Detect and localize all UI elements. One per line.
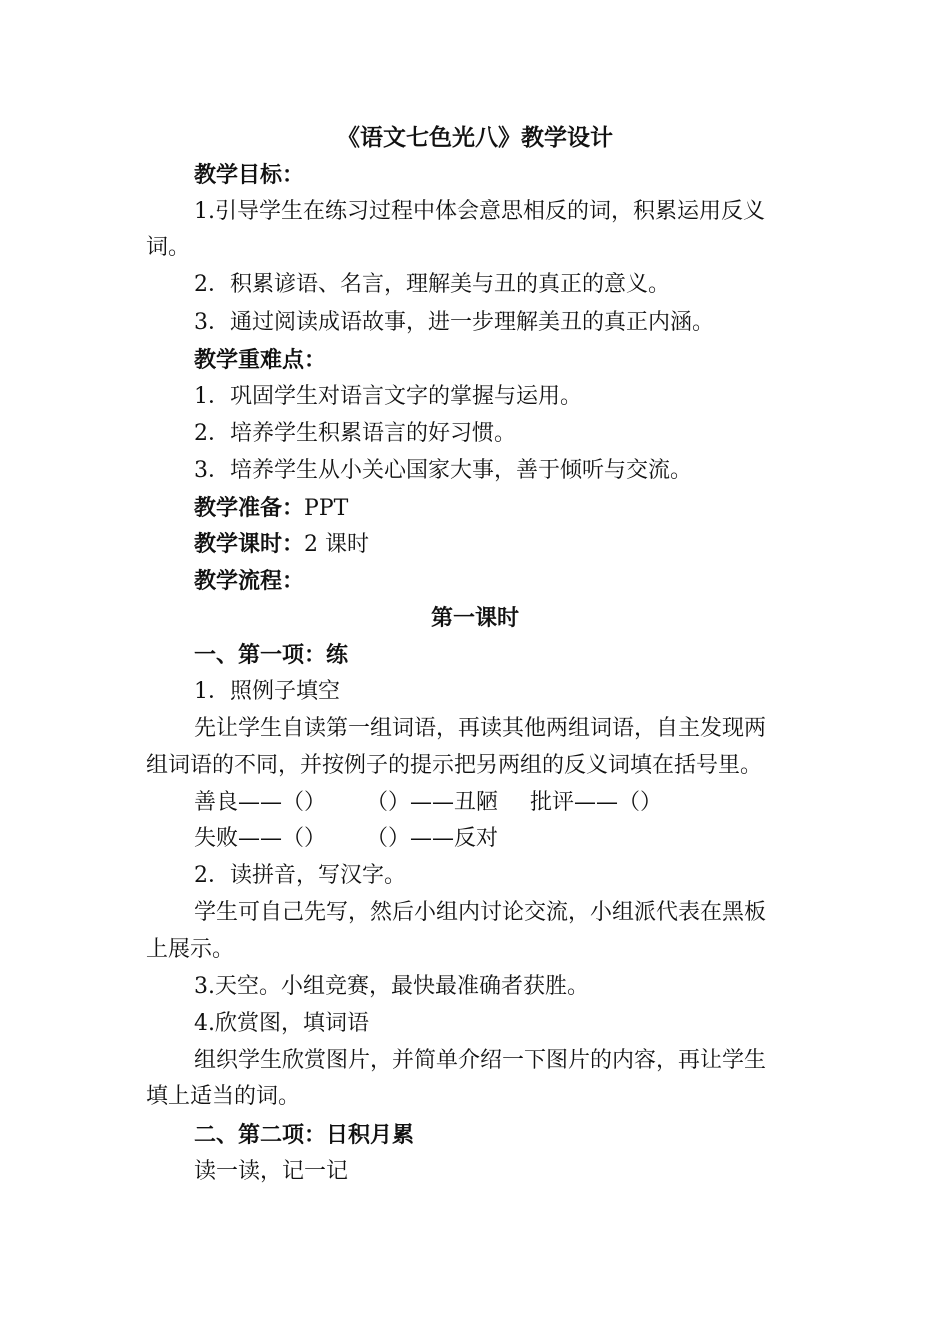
exercise-item: （）——反对 <box>366 826 499 851</box>
exercise-item: （）——丑陋 <box>366 790 499 815</box>
section-1-item-4-line-1: 组织学生欣赏图片，并简单介绍一下图片的内容，再让学生 <box>194 1048 767 1073</box>
goals-item-1-line-1: 1.引导学生在练习过程中体会意思相反的词，积累运用反义 <box>194 199 765 224</box>
section-1-item-2-line-2: 上展示。 <box>146 937 235 962</box>
exercise-row-2 <box>194 824 498 854</box>
section-1-para-line-2: 组词语的不同，并按例子的提示把另两组的反义词填在括号里。 <box>146 753 763 778</box>
keypoints-heading: 教学重难点： <box>194 347 327 373</box>
keypoints-item-2: 2．培养学生积累语言的好习惯。 <box>194 421 516 446</box>
exercise-item: 失败——（） <box>194 826 327 851</box>
goals-heading: 教学目标： <box>194 162 305 188</box>
prep-line <box>194 493 348 524</box>
section-2-line-1: 读一读，记一记 <box>194 1159 349 1184</box>
hours-line <box>194 529 369 560</box>
section-1-item-2: 2．读拼音，写汉字。 <box>194 863 406 888</box>
document-title: 《语文七色光八》教学设计 <box>337 124 613 151</box>
prep-value: PPT <box>304 496 349 521</box>
section-1-item-4: 4.欣赏图，填词语 <box>194 1011 369 1036</box>
hours-label: 教学课时： <box>194 531 305 557</box>
section-2-heading: 二、第二项：日积月累 <box>194 1122 415 1148</box>
section-1-item-2-line-1: 学生可自己先写，然后小组内讨论交流，小组派代表在黑板 <box>194 900 767 925</box>
flow-heading: 教学流程： <box>194 568 305 594</box>
hours-value: 2 课时 <box>304 532 370 557</box>
keypoints-item-1: 1．巩固学生对语言文字的掌握与运用。 <box>194 384 582 409</box>
exercise-row-1 <box>194 788 662 818</box>
section-1-item-1: 1．照例子填空 <box>194 679 340 704</box>
keypoints-item-3: 3．培养学生从小关心国家大事，善于倾听与交流。 <box>194 458 692 483</box>
exercise-item: 善良——（） <box>194 790 327 815</box>
prep-label: 教学准备： <box>194 495 305 521</box>
goals-item-3: 3．通过阅读成语故事，进一步理解美丑的真正内涵。 <box>194 310 714 335</box>
section-1-para-line-1: 先让学生自读第一组词语，再读其他两组词语，自主发现两 <box>194 716 767 741</box>
goals-item-1-line-2: 词。 <box>146 235 191 260</box>
section-1-item-3: 3.天空。小组竞赛，最快最准确者获胜。 <box>194 974 589 999</box>
exercise-item: 批评——（） <box>530 790 663 815</box>
goals-item-2: 2．积累谚语、名言，理解美与丑的真正的意义。 <box>194 272 670 297</box>
section-1-item-4-line-2: 填上适当的词。 <box>146 1084 301 1109</box>
section-1-heading: 一、第一项：练 <box>194 642 349 668</box>
lesson-heading: 第一课时 <box>430 605 519 631</box>
